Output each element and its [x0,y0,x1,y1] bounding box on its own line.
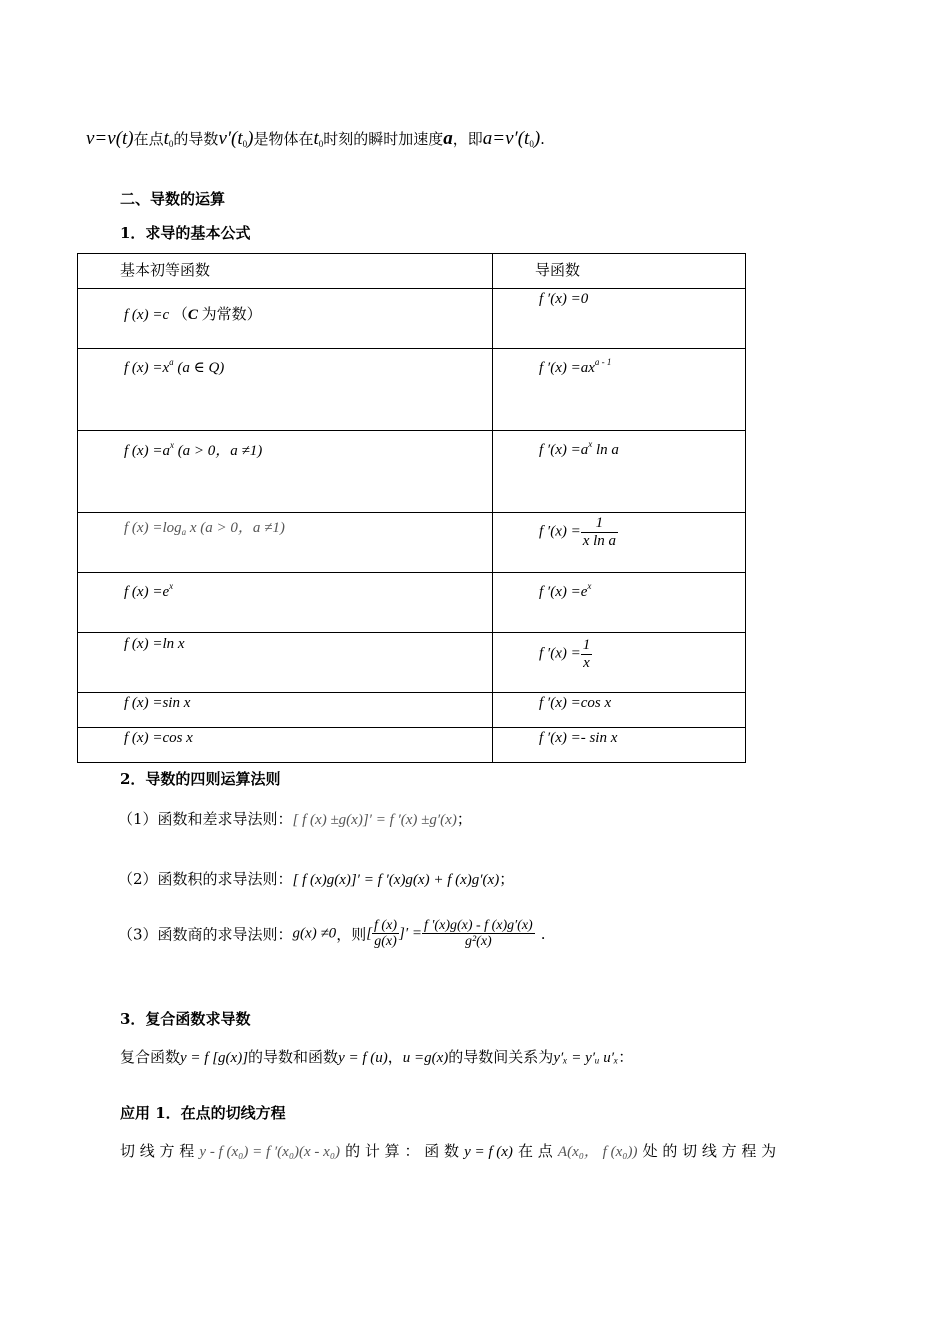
formula-a: a [443,128,453,149]
table-cell [493,693,746,728]
application-heading: 应用 1．在点的切线方程 [120,1104,286,1122]
formula-sub: 0 [242,139,248,149]
fraction [372,918,399,950]
note: （ [172,307,188,323]
intro-text: 的导数 [173,130,219,148]
table-cell [78,728,493,763]
formula-sup: x [169,440,174,450]
header-label: 导函数 [535,263,581,279]
formula: f ′(x) =cos x [539,695,612,711]
fraction-denominator: g(x) [374,934,397,950]
table-row [78,431,746,513]
formula: f (x) =log [124,520,182,536]
composite-line [120,1046,633,1067]
formula: u =g(x) [402,1050,449,1066]
intro-text: 是物体在 [253,130,314,148]
intro-text: 在点 [133,130,164,148]
application-text: 的 计 算 ： 函 数 [345,1142,459,1160]
application-text: 在 点 [518,1142,553,1160]
subsection-heading: 2．导数的四则运算法则 [120,770,281,788]
table-header-row [78,254,746,289]
formula: f (x) =ln x [124,636,185,652]
formula-paren: ) [533,128,541,149]
rule-label: （3）函数商的求导法则： [118,925,293,944]
formula: f ′(x) = [539,645,581,662]
formula: f ′(x) = [539,523,581,540]
formula: f ′(x) =ax [539,360,595,376]
note: C [187,307,198,323]
composite-text: 复合函数 [120,1048,181,1066]
table-cell [493,431,746,513]
application-line [120,1140,776,1161]
formula-sup: x [588,439,593,449]
formula: x (a > 0，a ≠1) [186,520,285,536]
fraction [581,515,618,549]
formula-sub: 0 [168,139,174,149]
formula: f (x) =x [124,360,170,376]
rule-text: ，则 [336,925,367,944]
formula-sub: a [181,527,187,537]
formula: y = f (u) [338,1050,388,1066]
table-header-cell [78,254,493,289]
derivative-formula-table [77,253,746,763]
formula-sup: x [587,581,592,591]
formula-t0: t [163,128,169,149]
header-label: 基本初等函数 [120,263,211,279]
rule-product [118,868,514,889]
rule-end: ； [499,870,515,888]
composite-text: ： [618,1048,634,1066]
formula: (a ∈ Q) [173,360,225,376]
composite-text: 的导数和函数 [248,1048,339,1066]
fraction [581,637,593,671]
rule-end: . [540,924,546,943]
table-cell [493,728,746,763]
formula-paren: ) [247,128,254,149]
formula-v: v=v(t) [86,128,134,149]
bracket-close-icon: ]′ = [398,925,422,942]
table-cell [78,431,493,513]
table-row [78,633,746,693]
formula-sup: a [169,357,174,367]
intro-line [86,128,545,158]
rule-end: ； [456,810,472,828]
formula: f (x) =cos x [124,730,193,746]
table-row [78,573,746,633]
table-row [78,728,746,763]
rule-label: （2）函数积的求导法则： [118,870,293,888]
table-header-cell [493,254,746,289]
formula: f ′(x) =a [539,442,589,458]
formula: y = f [g(x)] [180,1050,249,1066]
note: 为常数） [197,307,262,323]
formula: f ′(x) =0 [539,291,589,307]
formula: f (x) =a [124,443,170,459]
formula: [ f (x) ±g(x)]′ = f ′(x) ±g′(x) [292,812,457,828]
table-cell [493,349,746,431]
fraction-numerator: f ′(x)g(x) - f (x)g′(x) [423,918,533,933]
subsection-heading: 1．求导的基本公式 [120,224,251,242]
rule-sum [118,808,472,829]
formula: f ′(x) =e [539,584,588,600]
table-cell [78,513,493,573]
fraction-denominator: g²(x) [464,934,492,950]
table-cell [78,289,493,349]
formula-sup: a - 1 [594,357,612,367]
bracket-open-icon: [ [366,925,373,942]
formula: f (x) =c [124,307,170,323]
fraction-denominator: x [583,654,590,671]
composite-text: ， [387,1048,403,1066]
section-heading: 二、导数的运算 [120,190,226,208]
fraction-numerator: f (x) [374,918,397,933]
table-cell [493,633,746,693]
table-cell [493,573,746,633]
formula: f (x) =sin x [124,695,191,711]
formula-sub: 0 [529,139,534,149]
table-cell [78,693,493,728]
formula: y - f (x₀) = f ′(x₀)(x - x₀) [199,1144,341,1160]
intro-text: . [540,130,545,148]
formula: y = f (x) [464,1144,513,1160]
composite-text: 的导数间关系为 [448,1048,554,1066]
fraction-numerator: 1 [582,637,591,653]
table-cell [493,513,746,573]
formula: [ f (x)g(x)]′ = f ′(x)g(x) + f (x)g′(x) [292,872,500,888]
formula: A(x₀， f (x₀)) [557,1144,638,1160]
formula-a-eq: a=v′(t [482,128,530,149]
fraction [422,918,535,950]
formula: (a > 0，a ≠1) [173,443,263,459]
formula-t0: t [313,128,319,149]
rule-quotient [118,918,545,950]
formula-sup: x [169,581,174,591]
formula-sub: 0 [318,139,324,149]
formula: g(x) ≠0 [292,925,337,942]
table-cell [493,289,746,349]
table-cell [78,349,493,431]
formula: y′ₓ = y′ᵤ u′ₓ [553,1050,619,1066]
table-row [78,349,746,431]
table-cell [78,633,493,693]
fraction-denominator: x ln a [582,532,617,549]
formula: f ′(x) =- sin x [539,730,618,746]
subsection-heading: 3．复合函数求导数 [120,1010,251,1028]
rule-label: （1）函数和差求导法则： [118,810,293,828]
table-row [78,693,746,728]
application-text: 切 线 方 程 [120,1142,195,1160]
table-row [78,289,746,349]
table-row [78,513,746,573]
application-text: 处 的 切 线 方 程 为 [642,1142,777,1160]
formula: ln a [592,442,619,458]
formula: f (x) =e [124,584,170,600]
intro-text: ，即 [452,130,483,148]
intro-text: 时刻的瞬时加速度 [323,130,444,148]
table-cell [78,573,493,633]
fraction-numerator: 1 [581,515,618,533]
formula-v-prime: v′(t [218,128,243,149]
